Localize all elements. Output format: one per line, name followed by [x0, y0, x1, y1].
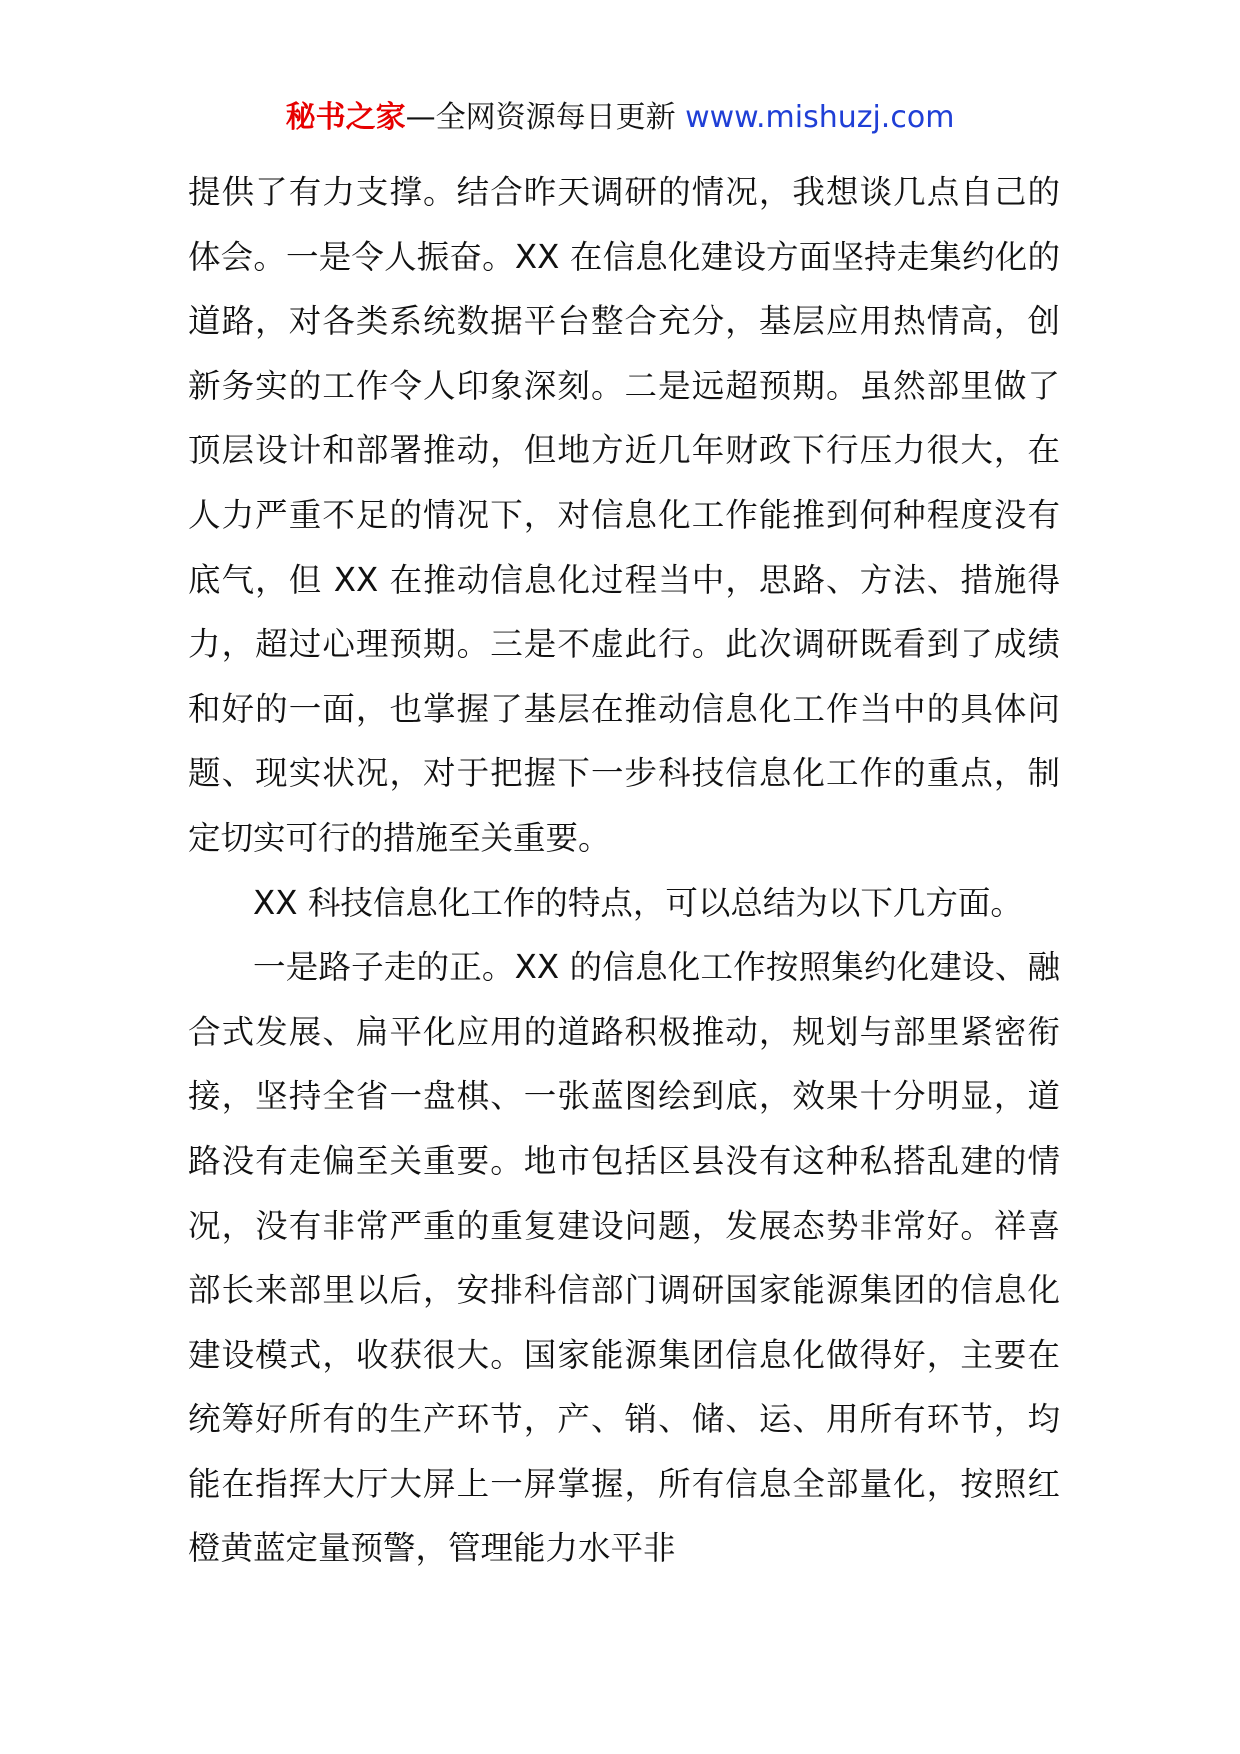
brand-name: 秘书之家 — [285, 100, 406, 135]
site-url[interactable]: www.mishuzj.com — [675, 100, 955, 135]
header-slogan: —全网资源每日更新 — [405, 100, 676, 135]
body-paragraph-1: 提供了有力支撑。结合昨天调研的情况，我想谈几点自己的体会。一是令人振奋。XX 在信息化建设方面坚持走集约化的道路，对各类系统数据平台整合充分，基层应用热情高，创新务实的工作令人印象深刻。二是远超预期。虽然部里做了顶层设计和部署推动，但地方近几年财政下行压力很大，在人力严重不足的情况下，对信息化工作能推到何种程度没有底气，但 XX 在推动信息化过程当中，思路、方法、措施得力，超过心理预期。三是不虚此行。此次调研既看到了成绩和好的一面，也掌握了基层在推动信息化工作当中的具体问题、现实状况，对于把握下一步科技信息化工作的重点，制定切实可行的措施至关重要。 — [188, 173, 1060, 857]
document-body — [188, 160, 1060, 1581]
body-paragraph-2: XX 科技信息化工作的特点，可以总结为以下几方面。 — [253, 883, 1023, 922]
site-header — [0, 98, 1240, 138]
body-paragraph-3: 一是路子走的正。XX 的信息化工作按照集约化建设、融合式发展、扁平化应用的道路积极推动，规划与部里紧密衔接，坚持全省一盘棋、一张蓝图绘到底，效果十分明显，道路没有走偏至关重要。地市包括区县没有这种私搭乱建的情况，没有非常严重的重复建设问题，发展态势非常好。祥喜部长来部里以后，安排科信部门调研国家能源集团的信息化建设模式，收获很大。国家能源集团信息化做得好，主要在统筹好所有的生产环节，产、销、储、运、用所有环节，均能在指挥大厅大屏上一屏掌握，所有信息全部量化，按照红橙黄蓝定量预警，管理能力水平非 — [188, 948, 1060, 1568]
